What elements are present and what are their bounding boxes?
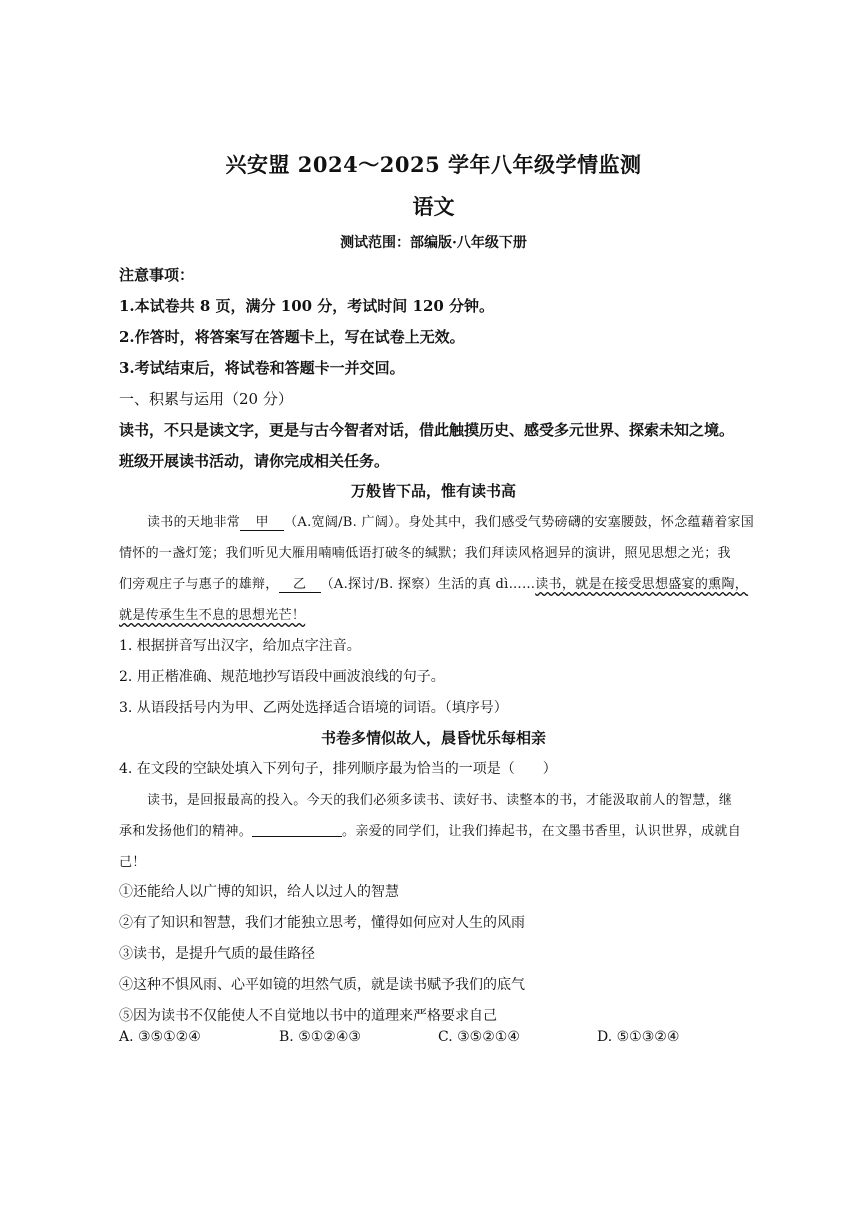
passage-line [147, 511, 797, 531]
passage-line: 己！ [119, 855, 146, 870]
question-1: 1. 根据拼音写出汉字，给加点字注音。 [119, 638, 361, 654]
passage-text: 读书的天地非常 [147, 515, 241, 530]
answer-option-b: B. ⑤①②④③ [279, 1029, 361, 1045]
passage-text: （A.宽阔/B. 广阔）。身处其中，我们感受气势磅礴的安塞腰鼓，怀念蕴藉着家国 [284, 515, 755, 530]
section-intro: 班级开展读书活动，请你完成相关任务。 [119, 452, 390, 470]
fill-blank [252, 822, 342, 837]
question-3: 3. 从语段括号内为甲、乙两处选择适合语境的词语。（填序号） [119, 700, 508, 716]
passage-line [119, 573, 769, 593]
passage-line: 情怀的一盏灯笼；我们听见大雁用喃喃低语打破冬的缄默；我们拜读风格迥异的演讲，照见思想之光；我 [119, 546, 731, 561]
sentence-option: ③读书，是提升气质的最佳路径 [119, 946, 315, 962]
part1-title: 万般皆下品，惟有读书高 [350, 482, 516, 500]
blank-yi: 乙 [279, 573, 321, 593]
note-item: 3.考试结束后，将试卷和答题卡一并交回。 [119, 359, 405, 377]
passage-line [119, 604, 769, 623]
answer-option-d: D. ⑤①③②④ [597, 1029, 680, 1045]
note-item: 2.作答时，将答案写在答题卡上，写在试卷上无效。 [119, 328, 465, 346]
section-intro: 读书，不只是读文字，更是与古今智者对话，借此触摸历史、感受多元世界、探索未知之境。 [119, 421, 735, 439]
passage-text: 承和发扬他们的精神。 [119, 824, 253, 839]
passage-line: 读书，是回报最高的投入。今天的我们必须多读书、读好书、读整本的书，才能汲取前人的智慧，继 [147, 793, 733, 808]
wavy-sentence: 就是传承生生不息的思想光芒！ [119, 608, 306, 623]
question-2: 2. 用正楷准确、规范地抄写语段中画波浪线的句子。 [119, 669, 445, 685]
sentence-option: ①还能给人以广博的知识，给人以过人的智慧 [119, 884, 399, 900]
section-heading: 一、积累与运用（20 分） [119, 390, 293, 408]
passage-line [119, 820, 769, 839]
passage-text: （A.探讨/B. 探察）生活的真 dì…… [320, 577, 536, 592]
answer-option-c: C. ③⑤②①④ [438, 1029, 520, 1045]
answer-option-a: A. ③⑤①②④ [119, 1029, 201, 1045]
wavy-sentence: 读书，就是在接受思想盛宴的熏陶， [535, 577, 749, 592]
notes-heading: 注意事项： [119, 266, 195, 284]
question-4: 4. 在文段的空缺处填入下列句子，排列顺序最为恰当的一项是（ ） [119, 761, 557, 777]
part2-title: 书卷多情似故人，晨昏忧乐每相亲 [320, 729, 546, 747]
passage-text: 们旁观庄子与惠子的雄辩， [119, 577, 279, 592]
test-scope: 测试范围：部编版·八年级下册 [340, 235, 527, 251]
sentence-option: ⑤因为读书不仅能使人不自觉地以书中的道理来严格要求自己 [119, 1008, 497, 1024]
exam-title: 兴安盟 2024～2025 学年八年级学情监测 [225, 152, 642, 177]
note-item: 1.本试卷共 8 页，满分 100 分，考试时间 120 分钟。 [119, 297, 495, 315]
passage-text: 。亲爱的同学们，让我们捧起书，在文墨书香里，认识世界，成就自 [342, 824, 742, 839]
sentence-option: ④这种不惧风雨、心平如镜的坦然气质，就是读书赋予我们的底气 [119, 977, 525, 993]
sentence-option: ②有了知识和智慧，我们才能独立思考，懂得如何应对人生的风雨 [119, 915, 525, 931]
subject-title: 语文 [412, 194, 455, 219]
blank-jia: 甲 [240, 511, 284, 531]
